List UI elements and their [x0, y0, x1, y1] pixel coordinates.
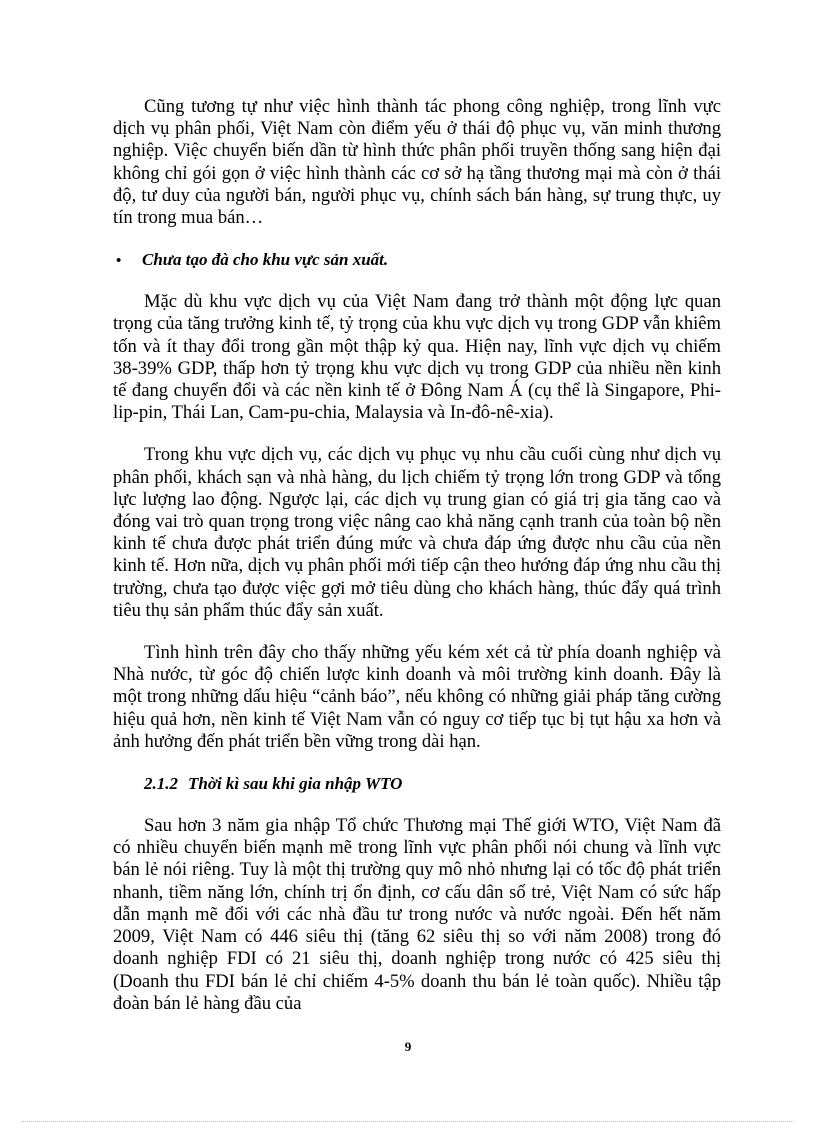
page-bottom-divider	[22, 1121, 794, 1122]
section-title: Thời kì sau khi gia nhập WTO	[188, 774, 403, 794]
page-number: 9	[404, 1039, 412, 1054]
paragraph-service-attitude: Cũng tương tự như việc hình thành tác phong công nghiệp, trong lĩnh vực dịch vụ phân phối, Việt Nam còn điểm yếu ở thái độ phục vụ, văn minh thương nghiệp. Việc chuyển biến dần từ hình thức phân phối truyền thống sang hiện đại không chỉ gói gọn ở việc hình thành các cơ sở hạ tầng thương mại mà còn ở thái độ, tư duy của người bán, người phục vụ, chính sách bán hàng, sự trung thực, uy tín trong mua bán…	[113, 96, 721, 229]
bullet-dot-icon: •	[116, 253, 122, 270]
paragraph-warning-signs: Tình hình trên đây cho thấy những yếu kém xét cả từ phía doanh nghiệp và Nhà nước, từ góc độ chiến lược kinh doanh và môi trường kinh doanh. Đây là một trong những dấu hiệu “cảnh báo”, nếu không có những giải pháp tăng cường hiệu quả hơn, nền kinh tế Việt Nam vẫn có nguy cơ tiếp tục bị tụt hậu xa hơn và ảnh hưởng đến phát triển bền vững trong dài hạn.	[113, 642, 721, 752]
page-body	[113, 96, 721, 1035]
paragraph-gdp-share: Mặc dù khu vực dịch vụ của Việt Nam đang trở thành một động lực quan trọng của tăng trưởng kinh tế, tỷ trọng của khu vực dịch vụ trong GDP vẫn khiêm tốn và ít thay đổi trong gần một thập kỷ qua. Hiện nay, lĩnh vực dịch vụ chiếm 38-39% GDP, thấp hơn tỷ trọng khu vực dịch vụ trong GDP của nhiều nền kinh tế đang chuyển đổi và các nền kinh tế ở Đông Nam Á (cụ thể là Singapore, Phi-lip-pin, Thái Lan, Cam-pu-chia, Malaysia và In-đô-nê-xia).	[113, 291, 721, 424]
section-number: 2.1.2	[144, 774, 178, 794]
paragraph-service-sector: Trong khu vực dịch vụ, các dịch vụ phục vụ nhu cầu cuối cùng như dịch vụ phân phối, khách sạn và nhà hàng, du lịch chiếm tỷ trọng lớn trong GDP và tổng lực lượng lao động. Ngược lại, các dịch vụ trung gian có giá trị gia tăng cao và đóng vai trò quan trọng trong việc nâng cao khả năng cạnh tranh của toàn bộ nền kinh tế chưa được phát triển đúng mức và chưa đáp ứng được nhu cầu của nền kinh tế. Hơn nữa, dịch vụ phân phối mới tiếp cận theo hướng đáp ứng nhu cầu thị trường, chưa tạo được việc gợi mở tiêu dùng cho khách hàng, thúc đẩy quá trình tiêu thụ sản phẩm thúc đẩy sản xuất.	[113, 444, 721, 621]
paragraph-after-wto: Sau hơn 3 năm gia nhập Tổ chức Thương mại Thế giới WTO, Việt Nam đã có nhiều chuyển biến mạnh mẽ trong lĩnh vực phân phối nói chung và lĩnh vực bán lẻ nói riêng. Tuy là một thị trường quy mô nhỏ nhưng lại có tốc độ phát triển nhanh, tiềm năng lớn, chính trị ổn định, cơ cấu dân số trẻ, Việt Nam có sức hấp dẫn mạnh mẽ đối với các nhà đầu tư trong nước và nước ngoài. Đến hết năm 2009, Việt Nam có 446 siêu thị (tăng 62 siêu thị so với năm 2008) trong đó doanh nghiệp FDI có 21 siêu thị, doanh nghiệp trong nước có 425 siêu thị (Doanh thu FDI bán lẻ chỉ chiếm 4-5% doanh thu bán lẻ toàn quốc). Nhiều tập đoàn bán lẻ hàng đầu của	[113, 815, 721, 1014]
section-heading	[113, 773, 721, 795]
bullet-heading-text: Chưa tạo đà cho khu vực sản xuất.	[142, 250, 389, 270]
bullet-heading	[113, 249, 721, 272]
